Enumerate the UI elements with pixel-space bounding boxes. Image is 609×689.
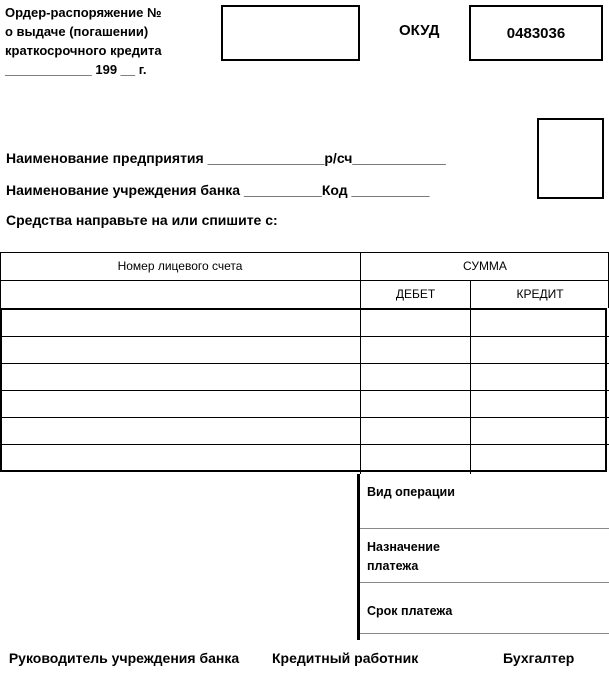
okud-code: 0483036 [506,24,566,42]
col-account-header: Номер лицевого счета [117,259,243,273]
order-subtitle-2: краткосрочного кредита [5,43,162,58]
enterprise-field[interactable]: Наименование предприятия _______________р/сч____________ [6,150,446,166]
operation-divider-vertical [357,474,360,640]
order-date: ____________ 199 __ г. [5,62,147,77]
col-credit-header: КРЕДИТ [516,287,564,301]
operation-type-label: Вид операции [367,485,455,499]
okud-code-box [469,5,603,61]
signature-accountant: Бухгалтер [503,650,575,666]
col-sum-header: СУММА [463,259,507,273]
order-number-box[interactable] [221,5,360,61]
table-row[interactable] [0,336,609,337]
payment-purpose-label: Назначение платежа [367,540,440,573]
okud-label: ОКУД [399,22,440,39]
account-code-box[interactable] [537,118,604,199]
payment-term-label: Срок платежа [367,604,453,618]
table-row[interactable] [0,390,609,391]
bank-field[interactable]: Наименование учреждения банка __________Код __________ [6,182,430,198]
table-row[interactable] [0,444,609,445]
direct-instruction: Средства направьте на или спишите с: [6,212,278,228]
table-row[interactable] [0,417,609,418]
table-row[interactable] [0,363,609,364]
order-subtitle: о выдаче (погашении) [5,24,149,39]
accounts-table [0,252,609,474]
col-debit-header: ДЕБЕТ [395,287,436,301]
signature-credit-officer: Кредитный работник [272,650,419,666]
signature-head: Руководитель учреждения банка [8,650,240,666]
order-header [5,3,162,79]
order-title: Ордер-распоряжение № [5,5,162,20]
